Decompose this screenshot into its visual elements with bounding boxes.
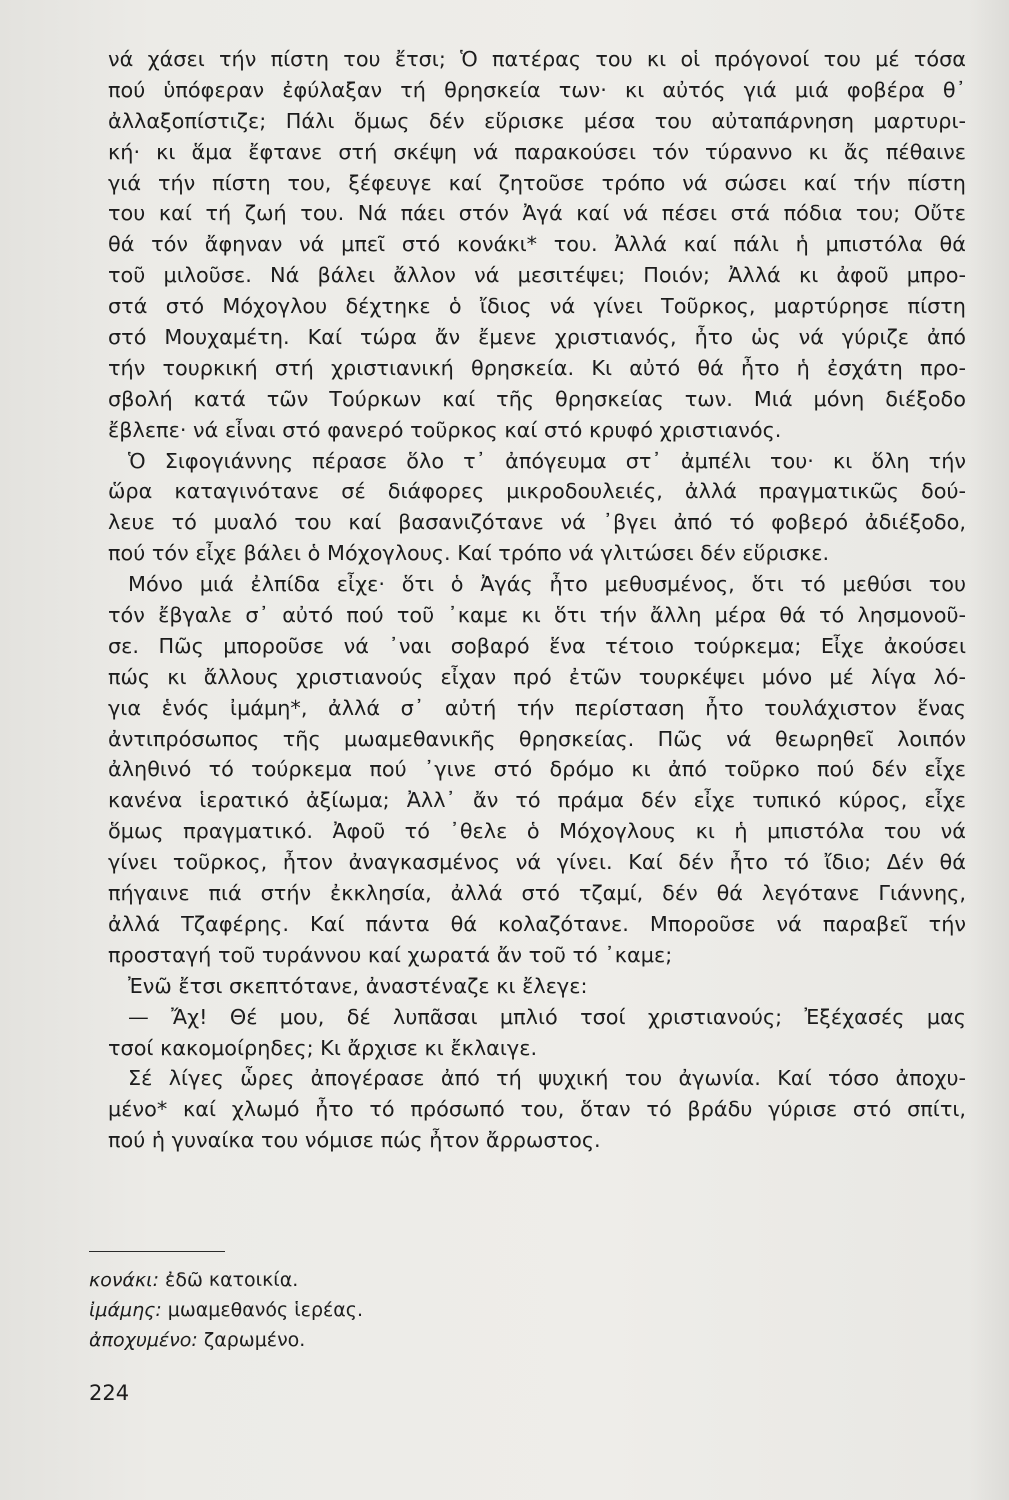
text-line: — Ἄχ! Θέ μου, δέ λυπᾶσαι μπλιό τσοί χριστιανούς; Ἐξέχασές μας	[128, 1004, 966, 1029]
text-line: ἀληθινό τό τούρκεμα πού ᾽γινε στό δρόμο κι ἀπό τοῦρκο πού δέν εἶχε	[108, 757, 966, 782]
text-line: Ὁ Σιφογιάννης πέρασε ὅλο τ᾽ ἀπόγευμα στ᾽ ἀμπέλι του· κι ὅλη τήν	[128, 448, 966, 473]
text-line: ἀντιπρόσωπος τῆς μωαμεθανικῆς θρησκείας. Πῶς νά θεωρηθεῖ λοιπόν	[108, 726, 966, 751]
footnote-term: ἀποχυμένο:	[89, 1329, 198, 1351]
text-line: ἀλλαξοπίστιζε; Πάλι ὅμως δέν εὕρισκε μέσα του αὐταπάρνηση μαρτυρι-	[108, 108, 966, 133]
footnote-term: ἰμάμης:	[89, 1299, 162, 1321]
text-line: ὥρα καταγινότανε σέ διάφορες μικροδουλειές, ἀλλά πραγματικῶς δού-	[108, 479, 966, 504]
text-line: για ἑνός ἰμάμη*, ἀλλά σ᾽ αὐτή τήν περίσταση ἦτο τουλάχιστον ἕνας	[108, 695, 966, 720]
page-number: 224	[89, 1381, 130, 1405]
text-line: πού ἡ γυναίκα του νόμισε πώς ἦτον ἄρρωστος.	[108, 1128, 601, 1153]
text-line: τοῦ μιλοῦσε. Νά βάλει ἄλλον νά μεσιτέψει; Ποιόν; Ἀλλά κι ἀφοῦ μπρο-	[108, 263, 966, 288]
text-line: πώς κι ἄλλους χριστιανούς εἶχαν πρό ἐτῶν τουρκέψει μόνο μέ λίγα λό-	[108, 664, 966, 689]
footnotes	[89, 1265, 363, 1355]
text-line: τσοί κακομοίρηδες; Κι ἄρχισε κι ἔκλαιγε.	[108, 1035, 538, 1060]
footnote-definition: ἐδῶ κατοικία.	[165, 1269, 299, 1291]
text-line: μένο* καί χλωμό ἦτο τό πρόσωπό του, ὅταν τό βράδυ γύρισε στό σπίτι,	[108, 1097, 966, 1122]
text-line: θά τόν ἄφηναν νά μπεῖ στό κονάκι* του. Ἀλλά καί πάλι ἡ μπιστόλα θά	[108, 232, 966, 257]
text-line: τόν ἔβγαλε σ᾽ αὐτό πού τοῦ ᾽καμε κι ὅτι τήν ἄλλη μέρα θά τό λησμονοῦ-	[108, 603, 966, 628]
text-line: ἔβλεπε· νά εἶναι στό φανερό τοῦρκος καί στό κρυφό χριστιανός.	[108, 417, 782, 442]
text-line: ὅμως πραγματικό. Ἀφοῦ τό ᾽θελε ὁ Μόχογλους κι ἡ μπιστόλα του νά	[108, 819, 966, 844]
text-line: του καί τή ζωή του. Νά πάει στόν Ἀγά καί νά πέσει στά πόδια του; Οὔτε	[108, 201, 966, 226]
text-line: νά χάσει τήν πίστη του ἔτσι; Ὁ πατέρας του κι οἱ πρόγονοί του μέ τόσα	[108, 47, 966, 71]
text-line: στό Μουχαμέτη. Καί τώρα ἄν ἔμενε χριστιανός, ἦτο ὡς νά γύριζε ἀπό	[108, 325, 966, 350]
text-line: ἀλλά Τζαφέρης. Καί πάντα θά κολαζότανε. Μποροῦσε νά παραβεῖ τήν	[108, 911, 966, 936]
text-line: Σέ λίγες ὧρες ἀπογέρασε ἀπό τή ψυχική του ἀγωνία. Καί τόσο ἀποχυ-	[128, 1066, 966, 1091]
footnote-definition: μωαμεθανός ἱερέας.	[167, 1299, 363, 1321]
text-line: προσταγή τοῦ τυράννου καί χωρατά ἄν τοῦ τό ᾽καμε;	[108, 942, 673, 967]
footnote	[89, 1325, 363, 1355]
text-line: πού ὑπόφεραν ἐφύλαξαν τή θρησκεία των· κι αὐτός γιά μιά φοβέρα θ᾽	[108, 77, 966, 102]
text-line: Ἐνῶ ἔτσι σκεπτότανε, ἀναστέναζε κι ἔλεγε:	[128, 973, 588, 998]
text-line: στά στό Μόχογλου δέχτηκε ὁ ἴδιος νά γίνει Τοῦρκος, μαρτύρησε πίστη	[108, 294, 966, 319]
body-text	[108, 44, 966, 1156]
text-line: κανένα ἱερατικό ἀξίωμα; Ἀλλ᾽ ἄν τό πράμα δέν εἶχε τυπικό κύρος, εἶχε	[108, 788, 966, 813]
footnote-definition: ζαρωμένο.	[203, 1329, 306, 1351]
footnote-term: κονάκι:	[89, 1269, 159, 1291]
text-line: πήγαινε πιά στήν ἐκκλησία, ἀλλά στό τζαμί, δέν θά λεγότανε Γιάννης,	[108, 881, 966, 906]
text-line: λευε τό μυαλό του καί βασανιζότανε νά ᾽βγει ἀπό τό φοβερό ἀδιέξοδο,	[108, 510, 966, 535]
text-line: τήν τουρκική στή χριστιανική θρησκεία. Κι αὐτό θά ἦτο ἡ ἐσχάτη προ-	[108, 355, 966, 380]
page-edge-shadow	[969, 0, 1009, 1500]
footnote	[89, 1295, 363, 1325]
text-line: γιά τήν πίστη του, ξέφευγε καί ζητοῦσε τρόπο νά σώσει καί τήν πίστη	[108, 170, 966, 195]
text-line: πού τόν εἶχε βάλει ὁ Μόχογλους. Καί τρόπο νά γλιτώσει δέν εὕρισκε.	[108, 541, 830, 566]
text-line: Μόνο μιά ἐλπίδα εἶχε· ὅτι ὁ Ἀγάς ἦτο μεθυσμένος, ὅτι τό μεθύσι του	[128, 572, 966, 597]
text-line: σε. Πῶς μποροῦσε νά ᾽ναι σοβαρό ἕνα τέτοιο τούρκεμα; Εἶχε ἀκούσει	[108, 633, 966, 658]
text-line: κή· κι ἅμα ἔφτανε στή σκέψη νά παρακούσει τόν τύραννο κι ἄς πέθαινε	[108, 139, 966, 164]
text-line: γίνει τοῦρκος, ἦτον ἀναγκασμένος νά γίνει. Καί δέν ἦτο τό ἴδιο; Δέν θά	[108, 850, 966, 875]
text-line: σβολή κατά τῶν Τούρκων καί τῆς θρησκείας των. Μιά μόνη διέξοδο	[108, 386, 966, 411]
footnote	[89, 1265, 363, 1295]
footnote-separator	[89, 1251, 225, 1252]
